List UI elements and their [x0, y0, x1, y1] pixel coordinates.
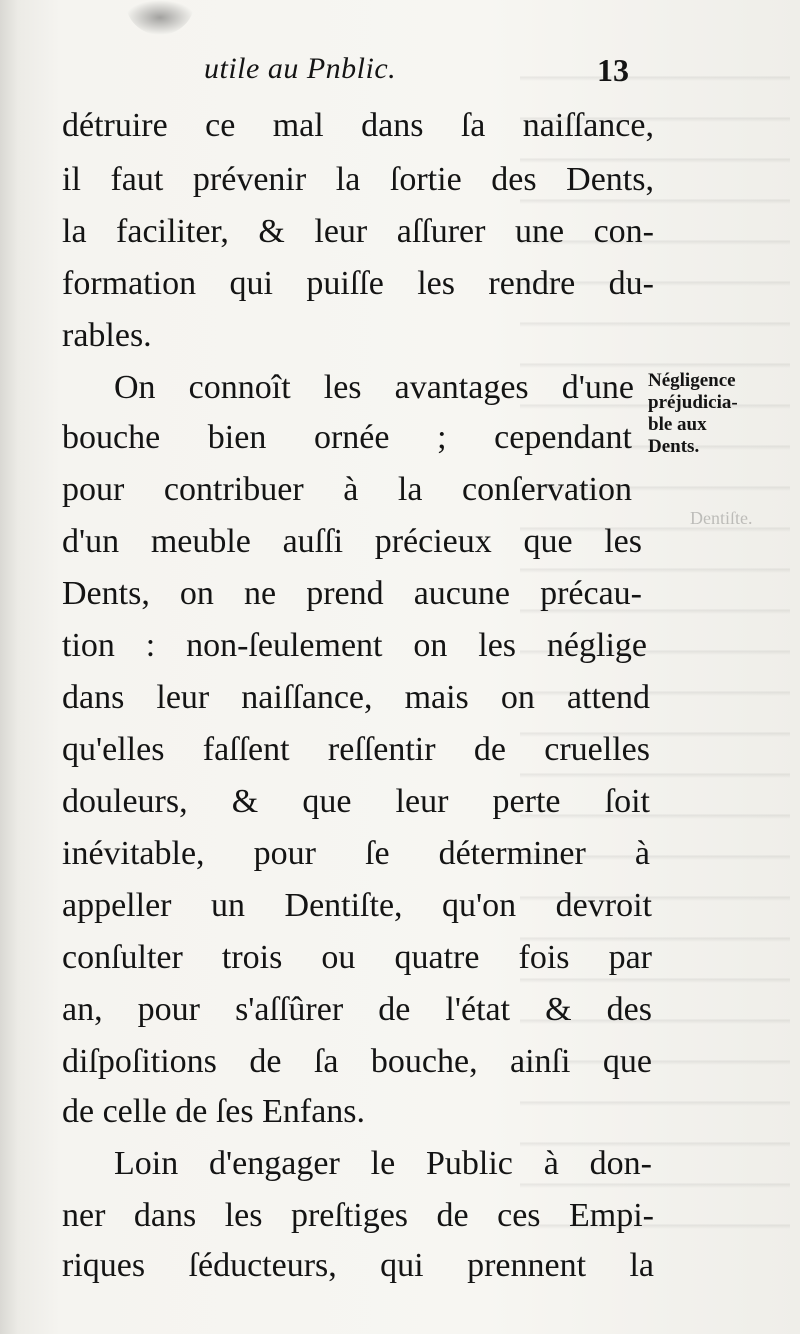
page-header [62, 52, 637, 102]
text-line: inévitable, pour ſe déterminer à [62, 835, 650, 872]
text-line: pour contribuer à la conſervation [62, 471, 632, 508]
margin-note-line: préjudicia- [648, 392, 738, 413]
text-line: ner dans les preſtiges de ces Empi- [62, 1197, 654, 1234]
text-line: qu'elles faſſent reſſentir de cruelles [62, 731, 650, 768]
text-line: détruire ce mal dans ſa naiſſance, [62, 107, 654, 144]
margin-note-line: Négligence [648, 370, 736, 391]
text-line: douleurs, & que leur perte ſoit [62, 783, 650, 820]
margin-note [648, 370, 798, 458]
text-line: il faut prévenir la ſortie des Dents, [62, 161, 654, 198]
show-through-text: Dentiſte. [690, 508, 753, 528]
text-line: dans leur naiſſance, mais on attend [62, 679, 650, 716]
text-line: formation qui puiſſe les rendre du- [62, 265, 654, 302]
text-line: de celle de ſes Enfans. [62, 1093, 366, 1130]
page-number: 13 [597, 52, 629, 88]
text-line: bouche bien ornée ; cependant [62, 419, 632, 456]
text-line: conſulter trois ou quatre fois par [62, 939, 652, 976]
margin-note-line: Dents. [648, 436, 700, 457]
text-line: la faciliter, & leur aſſurer une con- [62, 213, 654, 250]
text-line: diſpoſitions de ſa bouche, ainſi que [62, 1043, 652, 1080]
text-line: riques ſéducteurs, qui prennent la [62, 1247, 654, 1284]
text-line: d'un meuble auſſi précieux que les [62, 523, 642, 560]
text-line: an, pour s'aſſûrer de l'état & des [62, 991, 652, 1028]
running-head: utile au Pnblic. [204, 52, 397, 85]
text-line: tion : non-ſeulement on les néglige [62, 627, 647, 664]
text-line: appeller un Dentiſte, qu'on devroit [62, 887, 652, 924]
text-line: rables. [62, 317, 152, 354]
text-line: Dents, on ne prend aucune précau- [62, 575, 642, 612]
text-line: Loin d'engager le Public à don- [114, 1145, 652, 1182]
margin-note-line: ble aux [648, 414, 707, 435]
text-line: On connoît les avantages d'une [114, 369, 634, 406]
ink-smudge [125, 0, 195, 35]
